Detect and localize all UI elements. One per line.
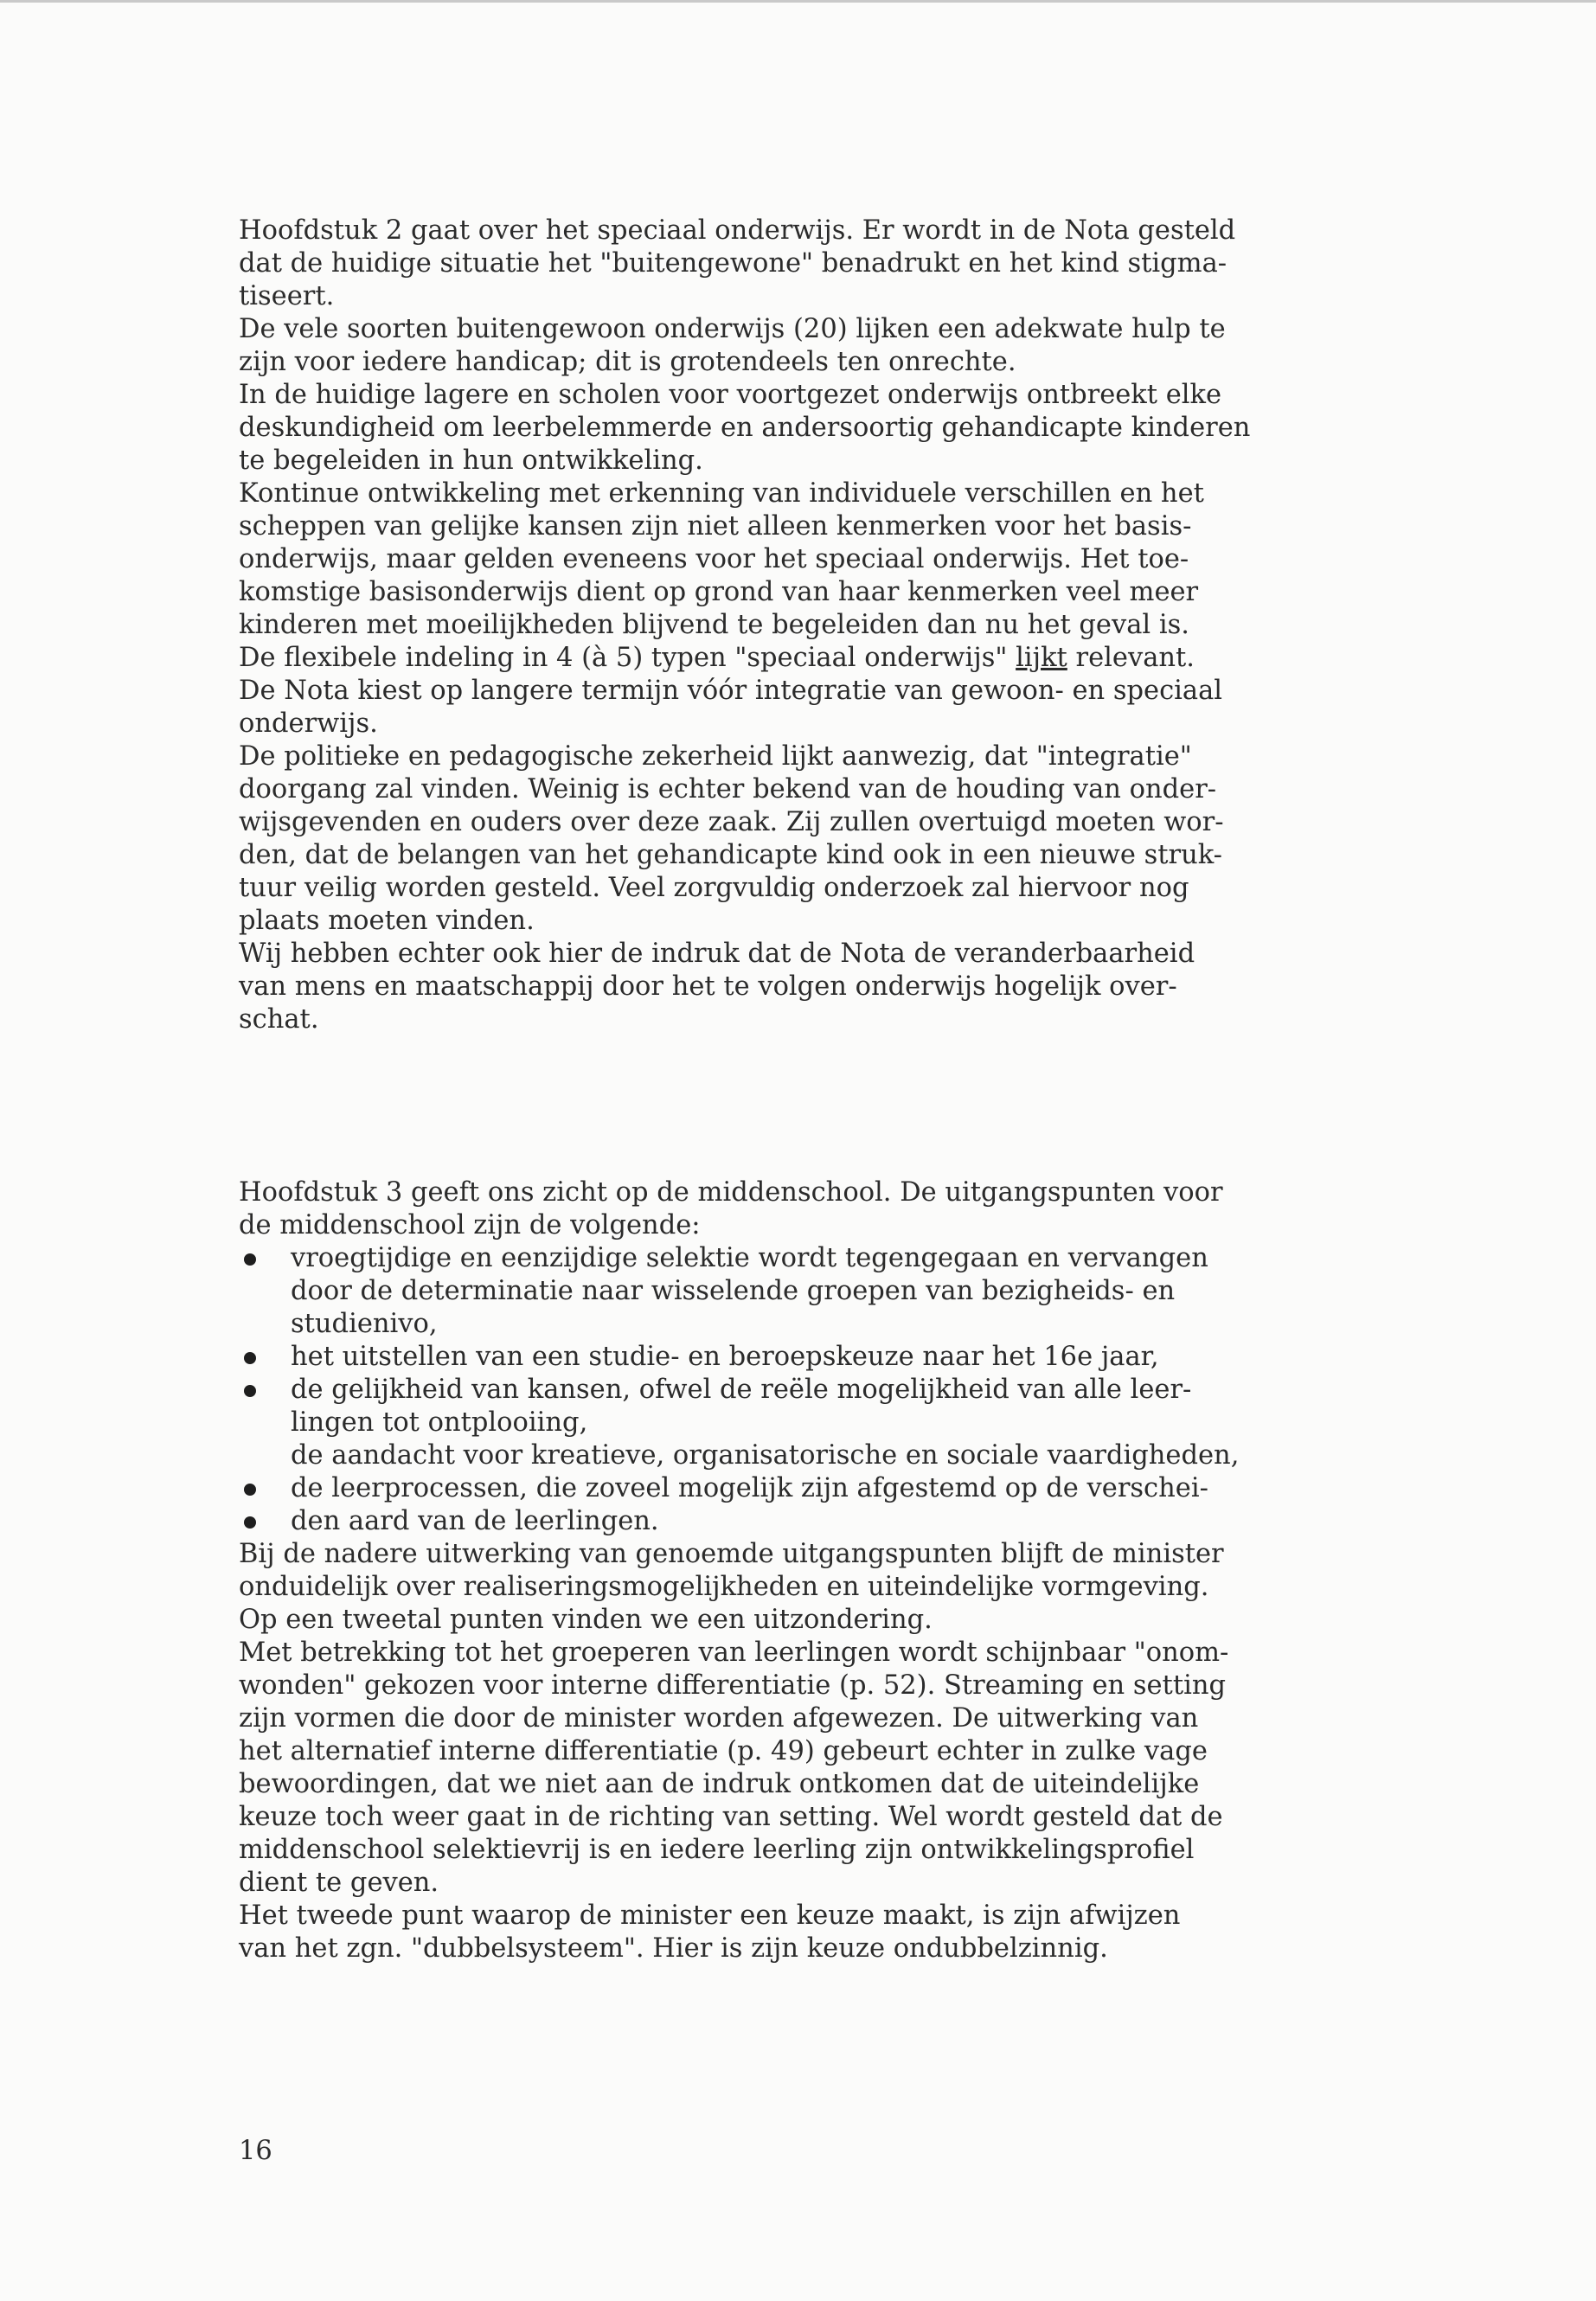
text-line: de middenschool zijn de volgende: xyxy=(239,1210,701,1240)
text-line: Op een tweetal punten vinden we een uitzondering. xyxy=(239,1605,933,1635)
bullet-continuation: door de determinatie naar wisselende groepen van bezigheids- en xyxy=(291,1276,1176,1306)
bullet-item xyxy=(239,1242,1415,1275)
text-line: onderwijs. xyxy=(239,708,378,739)
text-line: wonden" gekozen voor interne differentiatie (p. 52). Streaming en setting xyxy=(239,1670,1226,1701)
text-line: doorgang zal vinden. Weinig is echter bekend van de houding van onder- xyxy=(239,774,1217,804)
text-line: schat. xyxy=(239,1004,319,1035)
bullet-continuation: lingen tot ontplooiing, xyxy=(291,1407,588,1438)
text-line: het alternatief interne differentiatie (p. 49) gebeurt echter in zulke vage xyxy=(239,1736,1208,1766)
text-line: wijsgevenden en ouders over deze zaak. Zij zullen overtuigd moeten wor- xyxy=(239,807,1224,837)
text-line: De politieke en pedagogische zekerheid lijkt aanwezig, dat "integratie" xyxy=(239,741,1192,772)
text-line: middenschool selektievrij is en iedere leerling zijn ontwikkelingsprofiel xyxy=(239,1835,1195,1865)
text-segment: relevant. xyxy=(1067,643,1195,673)
bullet-text: vroegtijdige en eenzijdige selektie wordt tegengegaan en vervangen xyxy=(291,1243,1208,1273)
text-line: te begeleiden in hun ontwikkeling. xyxy=(239,445,703,476)
bullet-text: den aard van de leerlingen. xyxy=(291,1506,659,1536)
page-number: 16 xyxy=(239,2136,272,2166)
bullet-item xyxy=(239,1505,1415,1538)
text-line: keuze toch weer gaat in de richting van setting. Wel wordt gesteld dat de xyxy=(239,1802,1223,1832)
text-line: De Nota kiest op langere termijn vóór integratie van gewoon- en speciaal xyxy=(239,676,1223,706)
text-line: De vele soorten buitengewoon onderwijs (20) lijken een adekwate hulp te xyxy=(239,314,1226,344)
section-hoofdstuk-2 xyxy=(239,215,1415,1036)
bullet-text: de gelijkheid van kansen, ofwel de reële mogelijkheid van alle leer- xyxy=(291,1375,1192,1405)
text-line: Hoofdstuk 3 geeft ons zicht op de middenschool. De uitgangspunten voor xyxy=(239,1177,1223,1208)
text-line: Kontinue ontwikkeling met erkenning van individuele verschillen en het xyxy=(239,478,1204,509)
text-line: kinderen met moeilijkheden blijvend te begeleiden dan nu het geval is. xyxy=(239,610,1189,640)
text-line: van het zgn. "dubbelsysteem". Hier is zijn keuze ondubbelzinnig. xyxy=(239,1933,1108,1964)
text-segment: De flexibele indeling in 4 (à 5) typen "speciaal onderwijs" xyxy=(239,643,1016,673)
text-line: zijn voor iedere handicap; dit is grotendeels ten onrechte. xyxy=(239,347,1016,377)
scan-edge xyxy=(0,0,1596,3)
bullet-dot-icon xyxy=(244,1516,256,1529)
text-line: onduidelijk over realiseringsmogelijkheden en uiteindelijke vormgeving. xyxy=(239,1572,1209,1602)
bullet-item xyxy=(239,1374,1415,1407)
text-line: onderwijs, maar gelden eveneens voor het speciaal onderwijs. Het toe- xyxy=(239,544,1189,574)
text-line: zijn vormen die door de minister worden afgewezen. De uitwerking van xyxy=(239,1703,1199,1734)
text-line: Wij hebben echter ook hier de indruk dat de Nota de veranderbaarheid xyxy=(239,939,1195,969)
section-hoofdstuk-3 xyxy=(239,1176,1415,1965)
text-line: Hoofdstuk 2 gaat over het speciaal onderwijs. Er wordt in de Nota gesteld xyxy=(239,215,1236,246)
text-line: komstige basisonderwijs dient op grond van haar kenmerken veel meer xyxy=(239,577,1199,607)
bullet-item xyxy=(239,1472,1415,1505)
bullet-text: de leerprocessen, die zoveel mogelijk zijn afgestemd op de verschei- xyxy=(291,1473,1208,1503)
underlined-word: lijkt xyxy=(1016,643,1067,673)
text-line: bewoordingen, dat we niet aan de indruk ontkomen dat de uiteindelijke xyxy=(239,1769,1200,1799)
text-line: van mens en maatschappij door het te volgen onderwijs hogelijk over- xyxy=(239,971,1177,1002)
indented-line: de aandacht voor kreatieve, organisatorische en sociale vaardigheden, xyxy=(291,1440,1240,1471)
text-line: plaats moeten vinden. xyxy=(239,906,535,936)
bullet-dot-icon xyxy=(244,1484,256,1496)
text-line: In de huidige lagere en scholen voor voortgezet onderwijs ontbreekt elke xyxy=(239,380,1222,410)
text-line: dient te geven. xyxy=(239,1868,439,1898)
text-line: Met betrekking tot het groeperen van leerlingen wordt schijnbaar "onom- xyxy=(239,1638,1229,1668)
bullet-dot-icon xyxy=(244,1352,256,1364)
text-line: tuur veilig worden gesteld. Veel zorgvuldig onderzoek zal hiervoor nog xyxy=(239,873,1189,903)
text-line-with-underline xyxy=(239,642,1415,675)
text-line: den, dat de belangen van het gehandicapte kind ook in een nieuwe struk- xyxy=(239,840,1222,870)
bullet-dot-icon xyxy=(244,1385,256,1397)
bullet-dot-icon xyxy=(244,1253,256,1266)
bullet-text: het uitstellen van een studie- en beroepskeuze naar het 16e jaar, xyxy=(291,1342,1159,1372)
bullet-item xyxy=(239,1341,1415,1374)
bullet-continuation: studienivo, xyxy=(291,1309,438,1339)
text-line: deskundigheid om leerbelemmerde en andersoortig gehandicapte kinderen xyxy=(239,413,1251,443)
text-line: scheppen van gelijke kansen zijn niet alleen kenmerken voor het basis- xyxy=(239,511,1192,542)
text-line: Bij de nadere uitwerking van genoemde uitgangspunten blijft de minister xyxy=(239,1539,1224,1569)
text-line: dat de huidige situatie het "buitengewone" benadrukt en het kind stigma- xyxy=(239,248,1227,279)
text-line: Het tweede punt waarop de minister een keuze maakt, is zijn afwijzen xyxy=(239,1900,1181,1931)
text-line: tiseert. xyxy=(239,281,335,311)
